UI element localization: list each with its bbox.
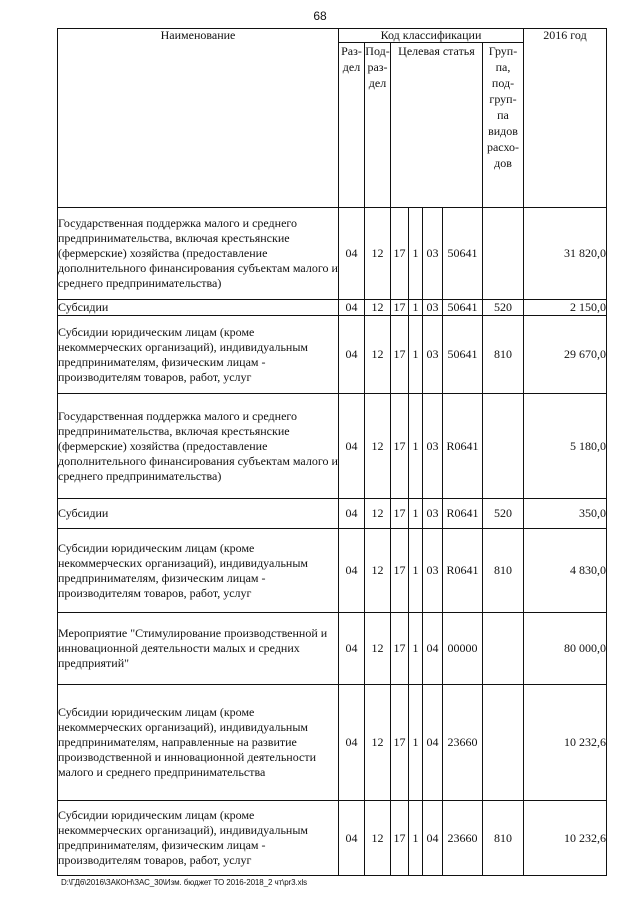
- row-cs4: 23660: [443, 801, 483, 876]
- row-group: [483, 613, 524, 685]
- row-name: Субсидии: [58, 499, 339, 529]
- row-cs1: 17: [391, 208, 409, 300]
- row-razdel: 04: [339, 394, 365, 499]
- row-cs2: 1: [409, 208, 423, 300]
- row-cs2: 1: [409, 801, 423, 876]
- row-cs2: 1: [409, 613, 423, 685]
- row-name: Государственная поддержка малого и среднего предпринимательства, включая крестьянские (фермерские) хозяйства (предоставление дополнительного финансирования субъектам малого и среднего предпринимательства): [58, 208, 339, 300]
- row-cs4: 23660: [443, 685, 483, 801]
- row-razdel: 04: [339, 801, 365, 876]
- row-cs1: 17: [391, 529, 409, 613]
- row-podrazdel: 12: [365, 529, 391, 613]
- row-name: Мероприятие "Стимулирование производственной и инновационной деятельности малых и средних предприятий": [58, 613, 339, 685]
- row-cs2: 1: [409, 316, 423, 394]
- row-cs2: 1: [409, 685, 423, 801]
- row-cs4: R0641: [443, 529, 483, 613]
- row-name: Субсидии юридическим лицам (кроме некоммерческих организаций), индивидуальным предпринимателям, физическим лицам - производителям товаров, работ, услуг: [58, 529, 339, 613]
- row-cs1: 17: [391, 685, 409, 801]
- table-row: [58, 685, 607, 801]
- row-podrazdel: 12: [365, 499, 391, 529]
- row-name: Субсидии юридическим лицам (кроме некоммерческих организаций), индивидуальным предпринимателям, направленные на развитие производственной и инновационной деятельности малого и среднего предпринимательства: [58, 685, 339, 801]
- row-group: [483, 685, 524, 801]
- row-razdel: 04: [339, 685, 365, 801]
- row-cs1: 17: [391, 316, 409, 394]
- row-cs3: 03: [423, 529, 443, 613]
- row-amount: 80 000,0: [524, 613, 607, 685]
- row-cs2: 1: [409, 529, 423, 613]
- row-cs3: 04: [423, 685, 443, 801]
- row-cs2: 1: [409, 300, 423, 316]
- header-target-article: Целевая статья: [391, 43, 483, 208]
- row-amount: 5 180,0: [524, 394, 607, 499]
- row-name: Субсидии юридическим лицам (кроме некоммерческих организаций), индивидуальным предпринимателям, физическим лицам - производителям товаров, работ, услуг: [58, 801, 339, 876]
- row-razdel: 04: [339, 499, 365, 529]
- row-cs3: 03: [423, 499, 443, 529]
- table-row: [58, 613, 607, 685]
- row-name: Государственная поддержка малого и среднего предпринимательства, включая крестьянские (фермерские) хозяйства (предоставление дополнительного финансирования субъектам малого и среднего предпринимательства): [58, 394, 339, 499]
- row-group: 520: [483, 499, 524, 529]
- row-cs2: 1: [409, 394, 423, 499]
- table-row: [58, 529, 607, 613]
- row-podrazdel: 12: [365, 801, 391, 876]
- header-group: Груп- па, под- груп- па видов расхо- дов: [483, 43, 524, 208]
- footer-file-path: D:\ГД6\2016\ЗАКОН\ЗАС_30\Изм. бюджет ТО 2016-2018_2 чт\pr3.xls: [61, 878, 308, 887]
- table-row: [58, 300, 607, 316]
- row-razdel: 04: [339, 529, 365, 613]
- header-razdel: Раз- дел: [339, 43, 365, 208]
- header-classification-code: Код классификации: [339, 29, 524, 43]
- row-razdel: 04: [339, 316, 365, 394]
- row-cs1: 17: [391, 801, 409, 876]
- row-amount: 31 820,0: [524, 208, 607, 300]
- row-cs2: 1: [409, 499, 423, 529]
- table-row: [58, 499, 607, 529]
- row-group: 810: [483, 316, 524, 394]
- row-cs4: 00000: [443, 613, 483, 685]
- row-cs3: 03: [423, 208, 443, 300]
- row-podrazdel: 12: [365, 613, 391, 685]
- row-cs4: R0641: [443, 499, 483, 529]
- row-cs4: R0641: [443, 394, 483, 499]
- row-cs4: 50641: [443, 300, 483, 316]
- table-row: [58, 316, 607, 394]
- row-cs3: 03: [423, 300, 443, 316]
- row-cs1: 17: [391, 394, 409, 499]
- row-amount: 4 830,0: [524, 529, 607, 613]
- row-razdel: 04: [339, 613, 365, 685]
- row-amount: 350,0: [524, 499, 607, 529]
- row-amount: 10 232,6: [524, 685, 607, 801]
- row-name: Субсидии: [58, 300, 339, 316]
- row-name: Субсидии юридическим лицам (кроме некоммерческих организаций), индивидуальным предпринимателям, физическим лицам - производителям товаров, работ, услуг: [58, 316, 339, 394]
- row-cs1: 17: [391, 300, 409, 316]
- header-year: 2016 год: [524, 29, 607, 208]
- row-group: 810: [483, 529, 524, 613]
- row-cs4: 50641: [443, 208, 483, 300]
- page-number: 68: [313, 9, 327, 23]
- table-body: [58, 208, 607, 876]
- row-razdel: 04: [339, 208, 365, 300]
- row-podrazdel: 12: [365, 208, 391, 300]
- row-amount: 2 150,0: [524, 300, 607, 316]
- row-group: 520: [483, 300, 524, 316]
- row-group: [483, 394, 524, 499]
- table-row: [58, 394, 607, 499]
- row-podrazdel: 12: [365, 300, 391, 316]
- table-row: [58, 801, 607, 876]
- row-cs4: 50641: [443, 316, 483, 394]
- row-group: 810: [483, 801, 524, 876]
- row-podrazdel: 12: [365, 394, 391, 499]
- row-cs3: 04: [423, 801, 443, 876]
- row-amount: 10 232,6: [524, 801, 607, 876]
- budget-table: [57, 28, 607, 876]
- row-podrazdel: 12: [365, 685, 391, 801]
- row-group: [483, 208, 524, 300]
- row-cs1: 17: [391, 613, 409, 685]
- row-podrazdel: 12: [365, 316, 391, 394]
- row-cs3: 03: [423, 394, 443, 499]
- row-razdel: 04: [339, 300, 365, 316]
- row-amount: 29 670,0: [524, 316, 607, 394]
- row-cs3: 04: [423, 613, 443, 685]
- row-cs3: 03: [423, 316, 443, 394]
- header-name: Наименование: [58, 29, 339, 208]
- row-cs1: 17: [391, 499, 409, 529]
- table-row: [58, 208, 607, 300]
- header-podrazdel: Под- раз- дел: [365, 43, 391, 208]
